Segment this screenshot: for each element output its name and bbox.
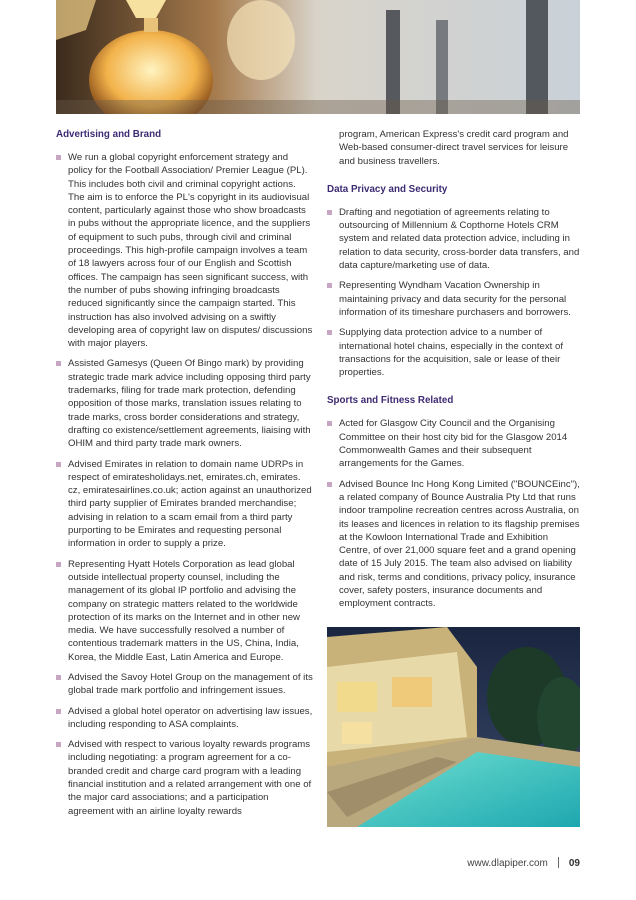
lobby-lamps-image [56, 0, 580, 114]
pool-image [327, 627, 580, 827]
footer-url[interactable]: www.dlapiper.com [467, 858, 548, 869]
section-title-sports: Sports and Fitness Related [327, 395, 454, 407]
bullet-icon [56, 742, 61, 747]
right-column [327, 128, 580, 827]
list-item: Representing Wyndham Vacation Ownership in maintaining privacy and data security for the personal information of its timeshare purchasers and borrowers. [327, 279, 580, 319]
bullet-icon [327, 330, 332, 335]
list-item: Advised with respect to various loyalty rewards programs including negotiating: a program agreement for a co-branded credit and charge card program with a leading financial institution and a related arrangement with one of the major card associations; and a participation agreement with an airline loyalty rewards [56, 738, 314, 818]
list-item: Drafting and negotiation of agreements relating to outsourcing of Millennium & Copthorne Hotels CRM system and related data protection advice, including in relation to data security, cross-border data transfers, and data capture/marketing use of data. [327, 206, 580, 272]
list-item: Advised Emirates in relation to domain name UDRPs in respect of emiratesholidays.net, emirates.ch, emirates. cz, emiratesairlines.co.uk; action against an unauthorized third party supplier of Emirates branded merchandise; advising in relation to a scam email from a third party purporting to be Emirates and requesting personal information in order to supply a prize. [56, 458, 314, 551]
sports-list [327, 417, 580, 610]
advertising-list [56, 151, 314, 818]
list-item: We run a global copyright enforcement strategy and policy for the Football Association/ Premier League (PL). This includes both civil and criminal copyright actions. The aim is to enforce the PL's copyright in its audiovisual content, particularly against those who show broadcasts in pubs without the appropriate licence, and the suppliers of equipment to such pubs, through civil and criminal proceedings. This high-profile campaign involves a team of 18 lawyers across four of our English and Scottish offices. The campaign has seen significant success, with the number of pubs showing infringing broadcasts reduced significantly since the campaign started. This instruction has also involved advising on a swiftly developing area of copyright law on disputes/ discussions with major players. [56, 151, 314, 350]
bullet-icon [56, 361, 61, 366]
list-item: Advised a global hotel operator on advertising law issues, including responding to ASA complaints. [56, 705, 314, 732]
bullet-icon [327, 482, 332, 487]
bullet-icon [56, 462, 61, 467]
bullet-icon [327, 283, 332, 288]
data-privacy-list [327, 206, 580, 380]
bullet-icon [327, 421, 332, 426]
list-item: Assisted Gamesys (Queen Of Bingo mark) by providing strategic trade mark advice including opposing third party trademarks, filing for trade mark protection, defending opposition of those marks, translation issues relating to trade marks, cross border considerations and strategy, drafting co existence/settlement agreements, liaising with OHIM and third party trade mark owners. [56, 357, 314, 450]
bullet-icon [56, 155, 61, 160]
bullet-icon [327, 210, 332, 215]
footer-divider [558, 857, 559, 868]
resort-pool-photo [327, 627, 580, 827]
section-title-advertising: Advertising and Brand [56, 129, 162, 140]
page-number: 09 [568, 858, 580, 869]
list-item: Acted for Glasgow City Council and the Organising Committee on their host city bid for the Glasgow 2014 Commonwealth Games and their subsequent arrangements for the Games. [327, 417, 580, 470]
list-item: Supplying data protection advice to a number of international hotel chains, especially in the context of transactions for the acquisition, sale or lease of their properties. [327, 326, 580, 379]
section-title-data-privacy: Data Privacy and Security [327, 183, 448, 195]
list-item: Advised the Savoy Hotel Group on the management of its global trade mark portfolio and infringement issues. [56, 671, 314, 698]
page-footer [467, 857, 580, 869]
bullet-icon [56, 675, 61, 680]
bullet-icon [56, 709, 61, 714]
header-photo [56, 0, 580, 114]
left-column [56, 128, 314, 825]
list-item: Advised Bounce Inc Hong Kong Limited ("BOUNCEinc"), a related company of Bounce Australia Pty Ltd that runs indoor trampoline recreation centres across Australia, on its leases and licences in relation to its flagship premises at the Kowloon International Trade and Exhibition Centre, of over 21,000 square feet and a grand opening date of 15 July 2015. The team also advised on liability and risk, terms and conditions, privacy policy, insurance cover, safety posters, insurance documents and employment contracts. [327, 478, 580, 611]
list-item: Representing Hyatt Hotels Corporation as lead global outside intellectual property counsel, including the management of its global IP portfolio and advising the company on strategic matters related to the worldwide protection of its marks on the Internet and in other new media. We have successfully resolved a number of contentious trademark matters in the US, China, India, Korea, the Middle East, Latin America and Europe. [56, 558, 314, 664]
continued-paragraph: program, American Express's credit card program and Web-based consumer-direct travel services for leisure and business travellers. [339, 129, 569, 167]
bullet-icon [56, 562, 61, 567]
